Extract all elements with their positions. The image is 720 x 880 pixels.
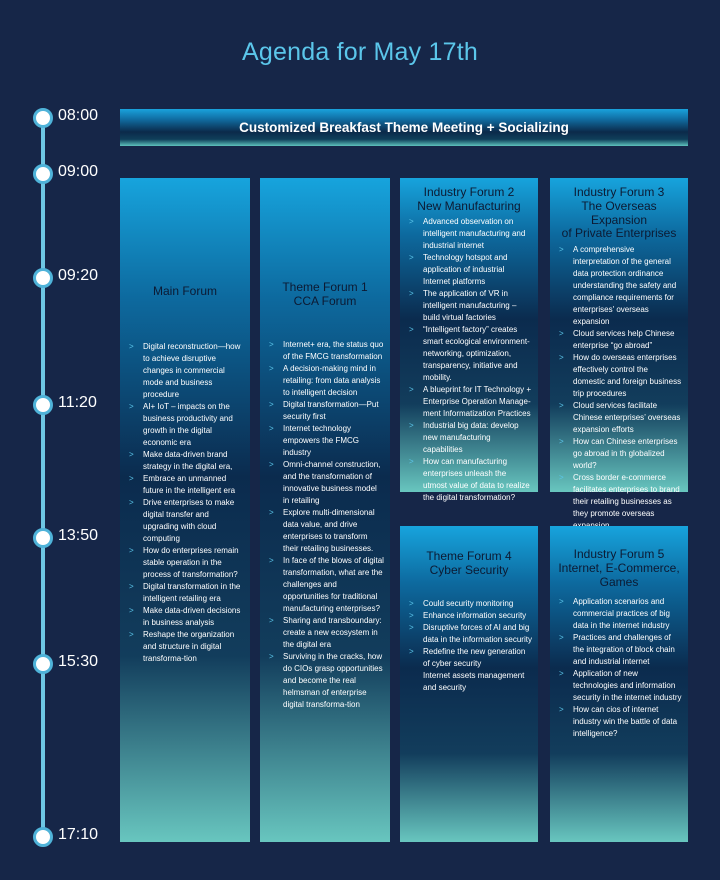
list-item: > How do enterprises remain stable operation in the process of transformation? xyxy=(129,545,239,579)
chevron-right-icon: > xyxy=(409,288,414,298)
list-item: > Cloud services facilitate Chinese enterprises’ overseas expansion efforts xyxy=(559,401,681,435)
list-item: > Application scenarios and commercial practices of big data in the internet industry xyxy=(559,597,670,631)
list-item: Internet assets management and security xyxy=(423,670,525,692)
chevron-right-icon: > xyxy=(129,581,134,591)
chevron-right-icon: > xyxy=(129,605,134,615)
chevron-right-icon: > xyxy=(409,324,414,334)
list-item: > Advanced observation on intelligent manufacturing and industrial internet xyxy=(409,216,526,250)
chevron-right-icon: > xyxy=(269,363,274,373)
list-item: > Application of new technologies and information security in the internet industry xyxy=(559,669,682,703)
timeline-time: 13:50 xyxy=(58,527,99,544)
chevron-right-icon: > xyxy=(129,497,134,507)
chevron-right-icon: > xyxy=(129,341,134,351)
timeline-time: 15:30 xyxy=(58,653,99,670)
list-item: > Redefine the new generation of cyber security xyxy=(409,646,526,668)
chevron-right-icon: > xyxy=(269,459,274,469)
chevron-right-icon: > xyxy=(269,399,274,409)
industry-forum-3-card xyxy=(550,178,688,519)
list-item: > How do overseas enterprises effectively control the domestic and foreign business trip procedures xyxy=(559,353,682,399)
chevron-right-icon: > xyxy=(269,507,274,517)
list-item: > Internet+ era, the status quo of the FMCG transformation xyxy=(269,339,384,361)
theme-forum-1-title: Theme Forum 1 CCA Forum xyxy=(282,280,368,308)
list-item: > Technology hotspot and application of industrial Internet platforms xyxy=(409,252,508,286)
list-item: > Could security monitoring xyxy=(409,598,514,608)
theme-forum-4-title: Theme Forum 4 Cyber Security xyxy=(426,549,512,577)
timeline-time: 09:00 xyxy=(58,163,99,180)
chevron-right-icon: > xyxy=(559,437,564,447)
chevron-right-icon: > xyxy=(559,353,564,363)
chevron-right-icon: > xyxy=(129,449,134,459)
chevron-right-icon: > xyxy=(409,622,414,632)
chevron-right-icon: > xyxy=(409,384,414,394)
list-item: > Internet technology empowers the FMCG industry xyxy=(269,423,360,457)
list-item: > In face of the blows of digital transformation, what are the challenges and opportunities for traditional manufacturing enterprises? xyxy=(269,555,384,613)
timeline-dot xyxy=(33,268,53,288)
industry-forum-3-items xyxy=(550,244,688,532)
page-title: Agenda for May 17th xyxy=(242,38,478,66)
timeline-line xyxy=(41,118,45,838)
list-item: > Make data-driven brand strategy in the digital era, xyxy=(129,449,233,471)
industry-forum-5-items xyxy=(550,596,688,740)
timeline-dot xyxy=(33,164,53,184)
industry-forum-5-title: Industry Forum 5 Internet, E-Commerce, Games xyxy=(558,547,680,589)
industry-forum-2-card xyxy=(400,178,538,502)
timeline-dot xyxy=(33,528,53,548)
chevron-right-icon: > xyxy=(559,669,564,679)
main-forum-items xyxy=(120,341,250,665)
chevron-right-icon: > xyxy=(559,597,564,607)
main-forum-title: Main Forum xyxy=(152,284,217,298)
timeline-time: 09:20 xyxy=(58,267,99,284)
list-item: > How can manufacturing enterprises unleash the utmost value of data to realize the digital transformation? xyxy=(409,456,530,502)
chevron-right-icon: > xyxy=(559,401,564,411)
list-item: > Cloud services help Chinese enterprise “go abroad” xyxy=(559,329,675,351)
chevron-right-icon: > xyxy=(269,615,274,625)
theme-forum-4-items xyxy=(400,598,538,694)
chevron-right-icon: > xyxy=(409,610,414,620)
theme-forum-1-card xyxy=(260,178,390,842)
list-item: > A comprehensive interpretation of the general data protection ordinance understanding the safety and compliance requirements for enterprises' overseas expansion xyxy=(559,245,677,327)
list-item: > The application of VR in intelligent manufacturing – build virtual factories xyxy=(409,288,517,322)
industry-forum-5-card xyxy=(550,526,688,842)
industry-forum-2-items xyxy=(400,216,538,504)
chevron-right-icon: > xyxy=(129,473,134,483)
list-item: > Digital transformation in the intelligent retailing era xyxy=(129,581,241,603)
chevron-right-icon: > xyxy=(129,401,134,411)
breakfast-banner: Customized Breakfast Theme Meeting + Socializing xyxy=(120,109,688,146)
list-item: > Omni-channel construction, and the transformation of innovative business model in retailing xyxy=(269,459,381,505)
list-item: > AI+ IoT – impacts on the business productivity and growth in the digital economic era xyxy=(129,401,233,447)
list-item: > Digital transformation—Put security first xyxy=(269,399,379,421)
list-item: > How can Chinese enterprises go abroad in th globalized world? xyxy=(559,437,678,471)
timeline-dot xyxy=(33,654,53,674)
chevron-right-icon: > xyxy=(559,329,564,339)
chevron-right-icon: > xyxy=(559,245,564,255)
list-item: > Reshape the organization and structure in digital transforma-tion xyxy=(129,629,235,663)
list-item: > How can cios of internet industry win the battle of data intelligence? xyxy=(559,705,678,739)
theme-forum-4-card xyxy=(400,526,538,842)
chevron-right-icon: > xyxy=(409,646,414,656)
list-item: > Cross border e-commerce facilitates enterprises to brand their retailing businesses as they promote overseas xyxy=(559,473,680,519)
chevron-right-icon: > xyxy=(409,598,414,608)
theme-forum-1-items xyxy=(260,339,390,711)
chevron-right-icon: > xyxy=(559,633,564,643)
chevron-right-icon: > xyxy=(559,473,564,483)
timeline-time: 11:20 xyxy=(58,394,97,411)
chevron-right-icon: > xyxy=(269,423,274,433)
list-item: > Sharing and transboundary: create a new ecosystem in the digital era xyxy=(269,615,382,649)
chevron-right-icon: > xyxy=(409,216,414,226)
chevron-right-icon: > xyxy=(269,339,274,349)
list-item: > A decision-making mind in retailing: from data analysis to intelligent decision xyxy=(269,363,381,397)
chevron-right-icon: > xyxy=(129,545,134,555)
timeline-dot xyxy=(33,395,53,415)
list-item: > Explore multi-dimensional data value, and drive enterprises to transform their retailing businesses. xyxy=(269,507,375,553)
timeline-time: 17:10 xyxy=(58,826,99,843)
chevron-right-icon: > xyxy=(129,629,134,639)
list-item: > Practices and challenges of the integration of block chain and industrial internet xyxy=(559,633,675,667)
list-item: > Embrace an unmanned future in the intelligent era xyxy=(129,473,236,495)
industry-forum-3-title: Industry Forum 3 The Overseas Expansion of Private Enterprises xyxy=(561,185,677,241)
chevron-right-icon: > xyxy=(269,651,274,661)
list-item: > Digital reconstruction—how to achieve disruptive changes in commercial mode and business procedure xyxy=(129,341,241,399)
industry-forum-2-title: Industry Forum 2 New Manufacturing xyxy=(417,185,521,213)
list-item: > Drive enterprises to make digital transfer and upgrading with cloud computing xyxy=(129,497,235,543)
chevron-right-icon: > xyxy=(559,705,564,715)
list-item: > Disruptive forces of AI and big data in the information security xyxy=(409,622,532,644)
chevron-right-icon: > xyxy=(409,456,414,466)
timeline-dot xyxy=(33,827,53,847)
chevron-right-icon: > xyxy=(269,555,274,565)
list-item: > A blueprint for IT Technology + Enterprise Operation Manage-ment Informatization Practices xyxy=(409,384,531,418)
timeline-time: 08:00 xyxy=(58,107,99,124)
list-item: > Make data-driven decisions in business analysis xyxy=(129,605,241,627)
list-item: > “Intelligent factory” creates smart ecological environment-networking, optimization, transparency, initiative and mobility. xyxy=(409,324,530,382)
main-forum-card xyxy=(120,178,250,842)
timeline-dot xyxy=(33,108,53,128)
chevron-right-icon: > xyxy=(409,420,414,430)
list-item: > Industrial big data: develop new manufacturing capabilities xyxy=(409,420,519,454)
list-item: > Enhance information security xyxy=(409,610,527,620)
chevron-right-icon: > xyxy=(409,252,414,262)
list-item: > Surviving in the cracks, how do CIOs grasp opportunities and become the real helmsman of enterprise digital transforma-tion xyxy=(269,651,383,709)
